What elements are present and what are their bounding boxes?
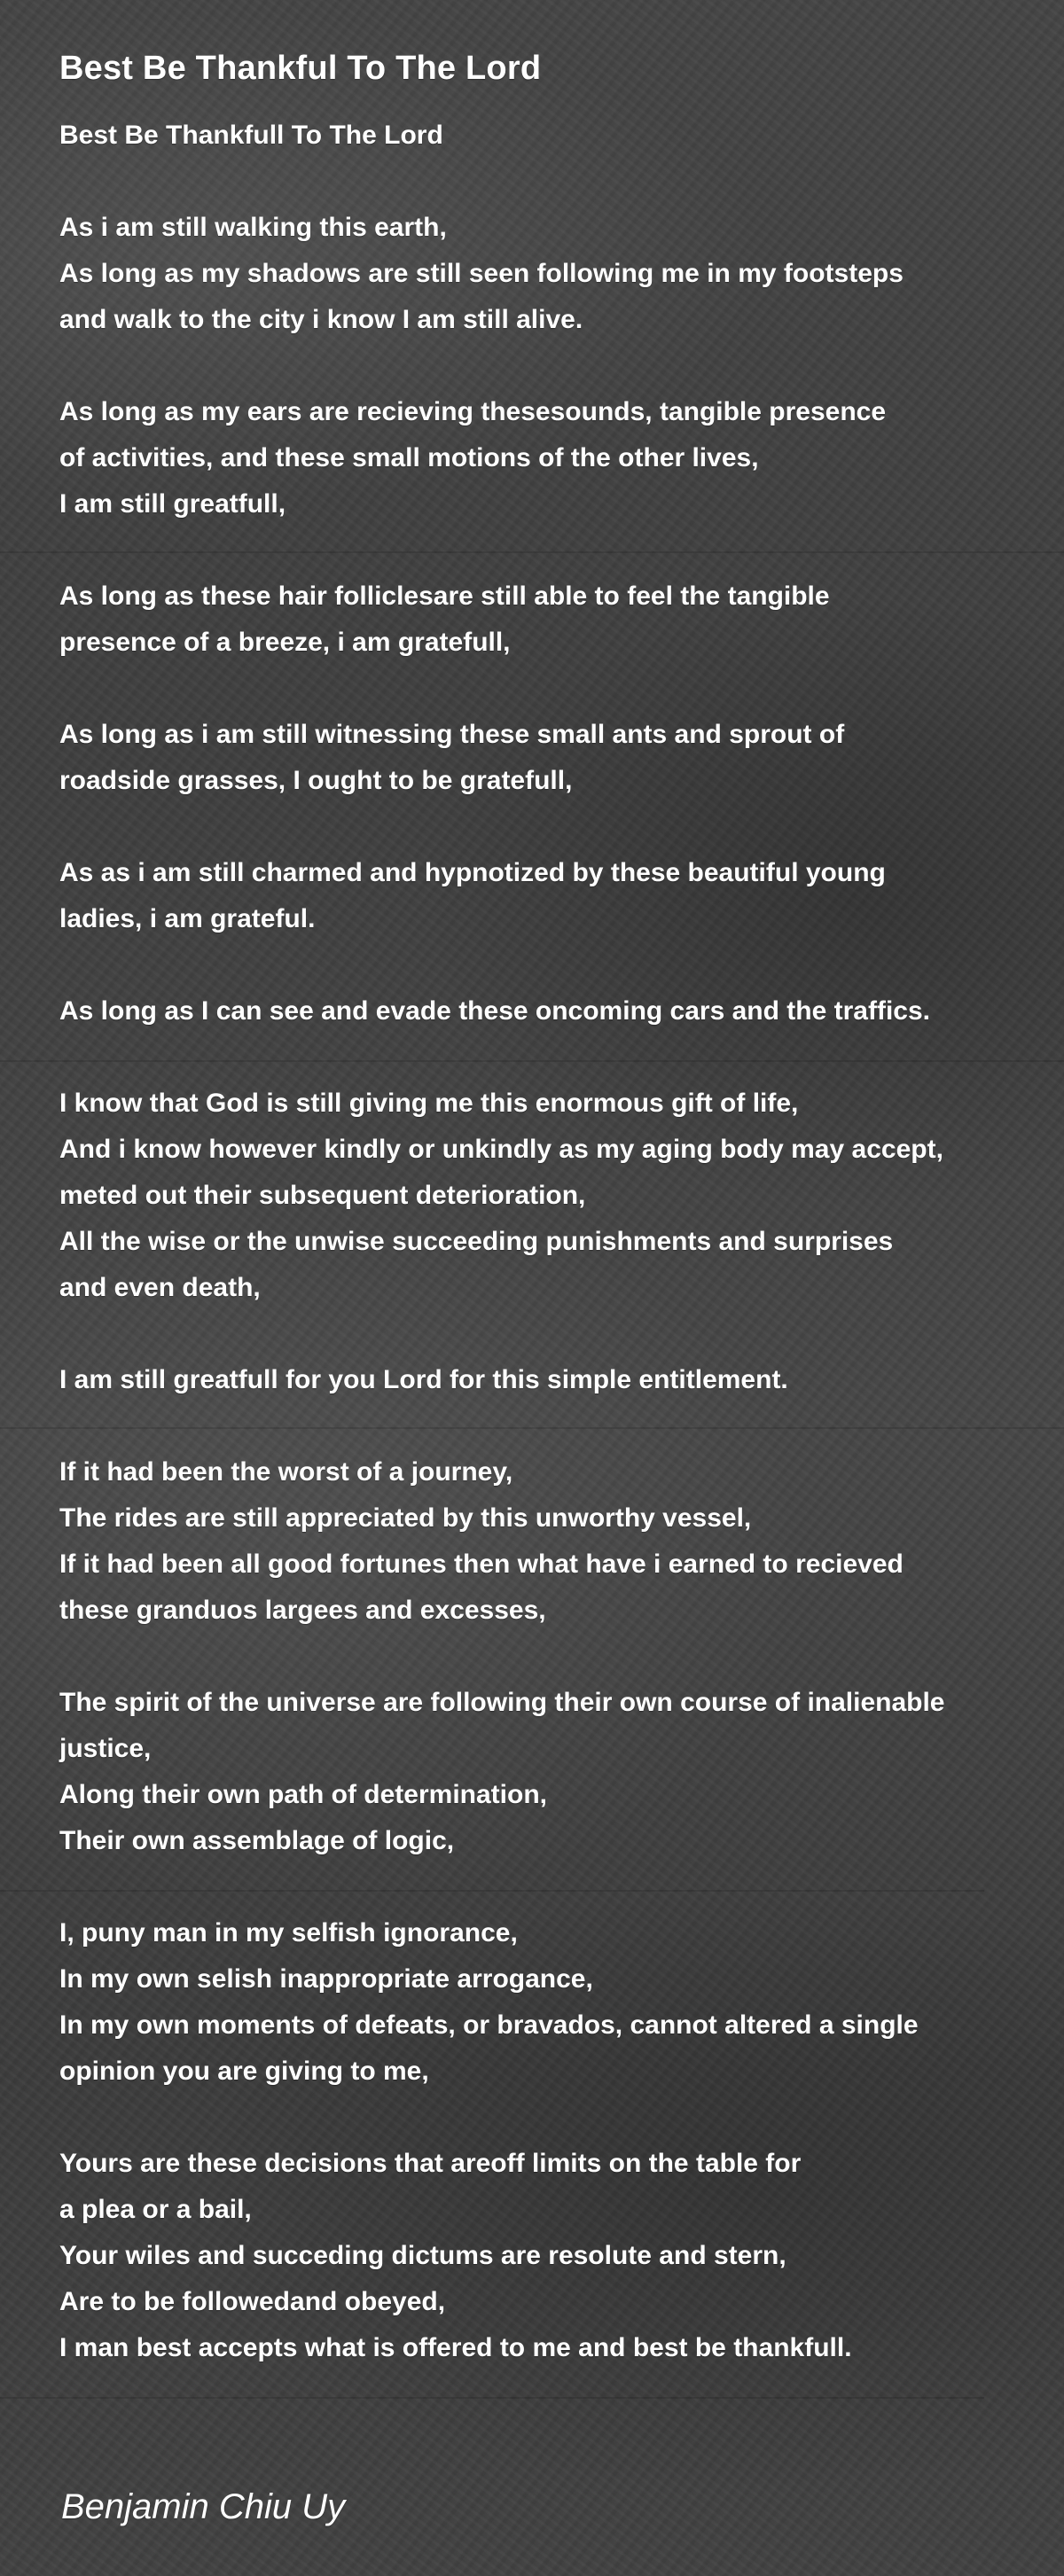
poem-title: Best Be Thankful To The Lord (59, 50, 542, 87)
poem-line: of activities, and these small motions of the other lives, (59, 443, 759, 472)
poem-line: Their own assemblage of logic, (59, 1826, 455, 1855)
poem-body (59, 113, 1029, 2371)
poem-line: presence of a breeze, i am gratefull, (59, 628, 511, 657)
poem-line: I man best accepts what is offered to me and best be thankfull. (59, 2333, 852, 2362)
poem-line: If it had been the worst of a journey, (59, 1457, 513, 1487)
poem-line: As as i am still charmed and hypnotized by these beautiful young (59, 858, 886, 887)
poem-line: As long as my ears are recieving thesesounds, tangible presence (59, 397, 887, 426)
poem-content (59, 44, 1029, 2371)
poem-line: As long as i am still witnessing these small ants and sprout of (59, 720, 845, 749)
poem-stanza (59, 2141, 1029, 2371)
poem-line: I am still greatfull, (59, 489, 286, 519)
poem-line: and walk to the city i know I am still alive. (59, 305, 583, 334)
poem-line: Along their own path of determination, (59, 1780, 547, 1809)
poem-line: Your wiles and succeding dictums are resolute and stern, (59, 2241, 786, 2270)
poem-line: Best Be Thankfull To The Lord (59, 121, 443, 150)
poem-line: And i know however kindly or unkindly as my aging body may accept, (59, 1135, 943, 1164)
poem-line: As long as my shadows are still seen following me in my footsteps (59, 259, 904, 288)
texture-seam (0, 2397, 984, 2399)
poem-stanza (59, 205, 1029, 343)
poem-stanza (59, 389, 1029, 527)
poem-line: The spirit of the universe are following their own course of inalienable (59, 1688, 945, 1717)
poem-line: opinion you are giving to me, (59, 2057, 429, 2086)
poem-stanza (59, 988, 1029, 1034)
poem-line: The rides are still appreciated by this unworthy vessel, (59, 1503, 752, 1533)
poem-stanza (59, 850, 1029, 942)
poem-line: As long as I can see and evade these oncoming cars and the traffics. (59, 996, 930, 1026)
poem-stanza (59, 1357, 1029, 1403)
poem-line: ladies, i am grateful. (59, 904, 316, 933)
poem-line: Are to be followedand obeyed, (59, 2287, 446, 2316)
poem-line: and even death, (59, 1273, 261, 1302)
poem-line: a plea or a bail, (59, 2195, 252, 2224)
poem-line: As long as these hair folliclesare still able to feel the tangible (59, 582, 830, 611)
poem-stanza (59, 1081, 1029, 1311)
poem-line: As i am still walking this earth, (59, 213, 447, 242)
poem-stanza (59, 1910, 1029, 2095)
poem-line: meted out their subsequent deterioration, (59, 1181, 586, 1210)
poem-line: Yours are these decisions that areoff limits on the table for (59, 2149, 802, 2178)
poem-line: I, puny man in my selfish ignorance, (59, 1918, 518, 1948)
poem-line: All the wise or the unwise succeeding punishments and surprises (59, 1227, 894, 1256)
poem-line: I know that God is still giving me this enormous gift of life, (59, 1089, 799, 1118)
poem-line: In my own moments of defeats, or bravados, cannot altered a single (59, 2010, 919, 2040)
poem-line: I am still greatfull for you Lord for this simple entitlement. (59, 1365, 788, 1394)
poem-line: In my own selish inappropriate arrogance, (59, 1964, 593, 1994)
poem-line: these granduos largees and excesses, (59, 1596, 546, 1625)
poem-stanza (59, 113, 1029, 159)
poem-stanza (59, 1680, 1029, 1864)
poem-line: justice, (59, 1734, 152, 1763)
poem-stanza (59, 712, 1029, 804)
poem-line: If it had been all good fortunes then what have i earned to recieved (59, 1550, 904, 1579)
poem-line: roadside grasses, I ought to be gratefull, (59, 766, 573, 795)
poem-author: Benjamin Chiu Uy (61, 2487, 346, 2526)
poem-stanza (59, 574, 1029, 666)
poem-stanza (59, 1449, 1029, 1634)
